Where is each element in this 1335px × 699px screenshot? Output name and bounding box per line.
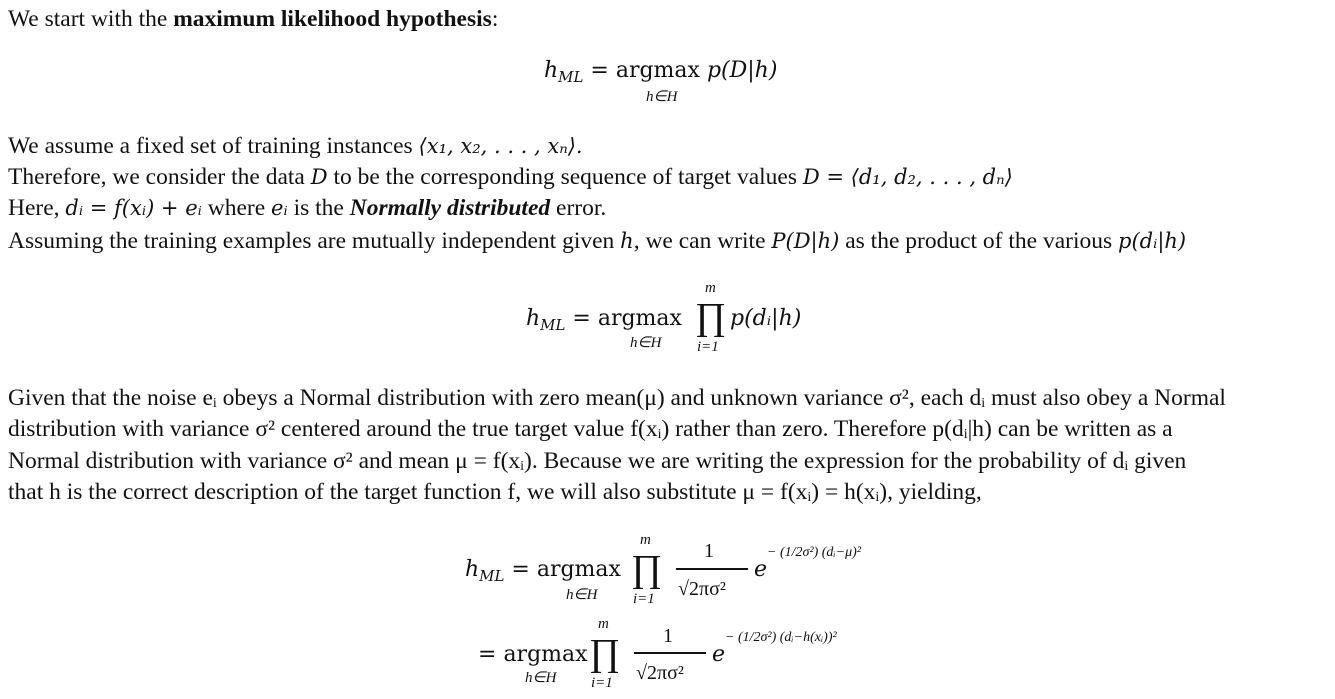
para1-l3-math1: dᵢ = f(xᵢ) + eᵢ [65,196,202,220]
eq2-op: argmax [597,306,682,331]
para1-l2-D: D [310,165,328,189]
eq3-row2-op: argmax [503,642,588,667]
eq2-prod-lower: i=1 [697,339,719,355]
eq1-rhs: p(D|h) [706,58,778,83]
eq3-row2-frac-num: 1 [663,625,673,647]
eq3-prod-lower: i=1 [633,591,655,607]
para1-l3-math2: eᵢ [271,196,288,220]
para1-line-4 [8,226,1186,256]
eq3-exponent-1: − (1/2σ²) (dᵢ−μ)² [767,545,861,560]
intro-bold: maximum likelihood hypothesis [173,6,492,32]
eq2-prod-upper: m [705,280,716,296]
eq3-e: e [754,557,768,582]
para1-l1-math: ⟨x₁, x₂, . . . , xₙ⟩. [418,134,583,158]
eq3-frac-bar [676,568,748,570]
eq2-prod-symbol: ∏ [695,296,727,338]
eq3-prod-upper: m [640,532,651,548]
para1-line-1 [8,131,583,161]
eq2-op-under: h∈H [630,335,662,351]
eq3-lhs-sub: ML [479,567,505,586]
intro-suffix: : [491,6,499,32]
eq3-row2-frac-bar [634,652,706,654]
eq3-op-under: h∈H [566,587,598,603]
eq2-equals: = [565,306,598,331]
eq3-row2-e: e [712,642,726,667]
eq3-exponent-2: − (1/2σ²) (dᵢ−h(xᵢ))² [725,630,837,645]
eq3-frac-den: √2πσ² [678,578,726,600]
para1-line-3 [8,193,606,223]
para1-l3-mid2: is the [287,195,350,221]
intro-prefix: We start with the [8,6,174,32]
para1-l2-mid: to be the corresponding sequence of target values [327,164,803,190]
para1-l4-mid2: as the product of the various [839,228,1119,254]
eq3-frac-num: 1 [704,540,714,562]
para1-l3-prefix: Here, [8,195,66,221]
eq2-lhs: h [526,306,541,331]
eq1-op-under: h∈H [646,89,678,105]
eq3-row2-prod-lower: i=1 [591,675,613,691]
para1-l4-prefix: Assuming the training examples are mutually independent given [8,228,621,254]
para1-l1-text: We assume a fixed set of training instances [8,133,419,159]
eq1-lhs: h [544,58,559,83]
para1-l3-suffix: error. [550,195,607,221]
para1-l2-text: Therefore, we consider the data [8,164,311,190]
para1-l2-math: D = ⟨d₁, d₂, . . . , dₙ⟩ [802,165,1013,189]
eq3-lhs: h [465,557,480,582]
eq3-prod-symbol: ∏ [631,548,663,590]
para1-line-2 [8,162,1013,192]
eq3-row2-equals: = [478,642,504,667]
para1-l4-h: h [620,229,634,253]
eq3-op: argmax [536,557,621,582]
para1-l4-mid: , we can write [633,228,772,254]
eq3-equals: = [504,557,537,582]
para1-l3-mid: where [201,195,272,221]
para2-line-2: distribution with variance σ² centered around the true target value f(xᵢ) rather than zero. Therefore p(dᵢ|h) can be written as a [8,416,1173,442]
eq3-row2-prod-symbol: ∏ [589,632,621,674]
eq2-lhs-sub: ML [540,316,566,335]
eq3-row2-prod-upper: m [598,616,609,632]
eq1-equals: = [583,58,616,83]
eq1-op: argmax [615,58,700,83]
para2-line-3: Normal distribution with variance σ² and mean μ = f(xᵢ). Because we are writing the expression for the probability of dᵢ given [8,448,1187,474]
eq3-row2-frac-den: √2πσ² [636,662,684,684]
para2-line-1: Given that the noise eᵢ obeys a Normal distribution with zero mean(μ) and unknown variance σ², each dᵢ must also obey a Normal [8,385,1226,411]
intro-line [8,4,498,34]
para1-l4-p: p(dᵢ|h) [1118,229,1187,253]
para1-l4-P: P(D|h) [771,229,840,253]
eq1-lhs-sub: ML [558,68,584,87]
eq2-rhs: p(dᵢ|h) [730,306,802,331]
para1-l3-bold: Normally distributed [349,195,551,221]
eq3-row2-op-under: h∈H [525,670,557,686]
para2-line-4: that h is the correct description of the target function f, we will also substitute μ = f(xᵢ) = h(xᵢ), yielding, [8,479,982,505]
